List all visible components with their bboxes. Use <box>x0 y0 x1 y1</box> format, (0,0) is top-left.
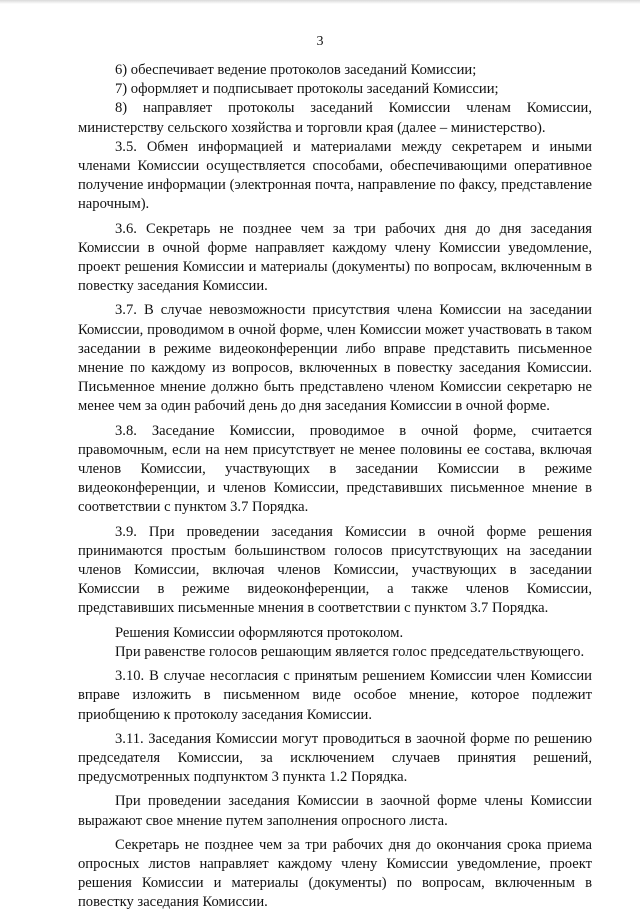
paragraph: Секретарь не позднее чем за три рабочих дня до окончания срока приема опросных листов направляет каждому члену Комиссии уведомление, проект решения Комиссии и материалы (документы) по вопросам, включенным в повестку заседания Комиссии. <box>78 836 592 911</box>
document-body <box>78 61 592 913</box>
paragraph: При равенстве голосов решающим является голос председательствующего. <box>115 643 585 660</box>
paragraph: Решения Комиссии оформляются протоколом. <box>115 624 404 641</box>
paragraph: При проведении заседания Комиссии в заочной форме члены Комиссии выражают свое мнение путем заполнения опросного листа. <box>78 793 592 829</box>
page-number: 3 <box>316 34 324 49</box>
paragraph: 3.8. Заседание Комиссии, проводимое в очной форме, считается правомочным, если на нем присутствует не менее половины ее состава, включая членов Комиссии, участвующих в заседании Комиссии в режиме видеоконференции, и членов Комиссии, представивших письменное мнение в соответствии с пунктом 3.7 Порядка. <box>78 422 592 516</box>
paragraph: 7) оформляет и подписывает протоколы заседаний Комиссии; <box>115 81 499 98</box>
paragraph: 3.7. В случае невозможности присутствия члена Комиссии на заседании Комиссии, проводимом в очной форме, член Комиссии может участвовать в таком заседании в режиме видеоконференции либо вправе представить письменное мнение по каждому из вопросов, включенных в повестку заседания Комиссии. Письменное мнение должно быть представлено членом Комиссии секретарю не менее чем за один рабочий день до дня заседания Комиссии в очной форме. <box>78 302 592 415</box>
paragraph: 3.6. Секретарь не позднее чем за три рабочих дня до дня заседания Комиссии в очной форме направляет каждому члену Комиссии уведомление, проект решения Комиссии и материалы (документы) по вопросам, включенным в повестку заседания Комиссии. <box>78 220 592 295</box>
paragraph: 3.9. При проведении заседания Комиссии в очной форме решения принимаются простым большинством голосов присутствующих на заседании членов Комиссии, включая членов Комиссии, участвующих в заседании Комиссии в режиме видеоконференции, а также членов Комиссии, представивших письменные мнения в соответствии с пунктом 3.7 Порядка. <box>78 523 592 617</box>
paragraph: 6) обеспечивает ведение протоколов заседаний Комиссии; <box>115 62 477 78</box>
paragraph: 8) направляет протоколы заседаний Комиссии членам Комиссии, министерству сельского хозяйства и торговли края (далее – министерство). <box>78 100 592 136</box>
paragraph: 3.10. В случае несогласия с принятым решением Комиссии член Комиссии вправе изложить в письменном виде особое мнение, которое подлежит приобщению к протоколу заседания Комиссии. <box>78 668 592 723</box>
scan-top-edge <box>0 0 640 4</box>
paragraph: 3.5. Обмен информацией и материалами между секретарем и иными членами Комиссии осуществляется способами, обеспечивающими оперативное получение информации (электронная почта, направление по факсу, представление нарочным). <box>78 138 592 213</box>
paragraph: 3.11. Заседания Комиссии могут проводиться в заочной форме по решению председателя Комиссии, за исключением случаев принятия решений, предусмотренных подпунктом 3 пункта 1.2 Порядка. <box>78 730 592 786</box>
